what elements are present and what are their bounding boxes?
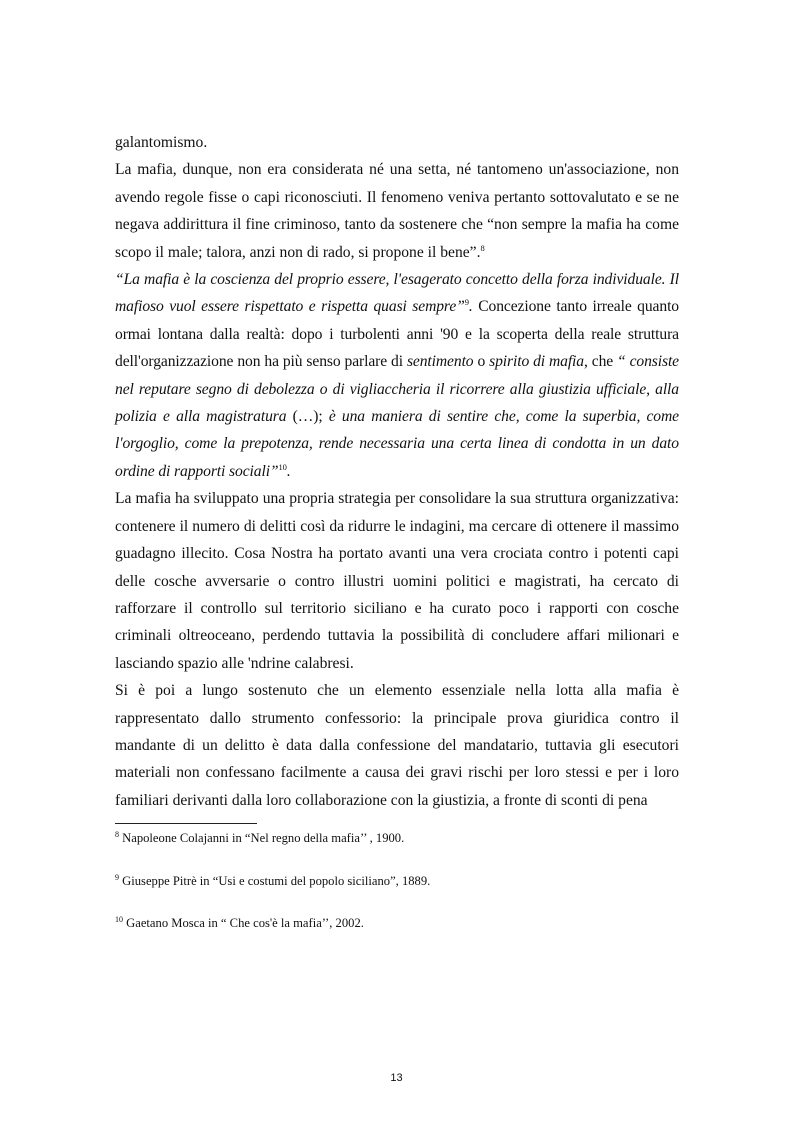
paragraph-text: galantomismo. — [115, 134, 208, 151]
paragraph — [115, 677, 679, 814]
footnote-ref: 10 — [278, 461, 287, 472]
footnote-separator — [115, 823, 257, 824]
paragraph-text: o — [473, 353, 490, 371]
paragraph — [115, 485, 679, 677]
footnote-8 — [115, 830, 404, 846]
footnote-text: Napoleone Colajanni in “Nel regno della mafia’’ , 1900. — [122, 831, 405, 845]
footnote-ref: 9 — [464, 297, 469, 308]
quotation: “La mafia è la coscienza del proprio essere, l'esagerato concetto della forza individuale. Il mafioso vuol essere rispettato e rispetta quasi sempre” — [115, 271, 679, 316]
paragraph-text: , che — [584, 353, 618, 371]
paragraph-text: La mafia, dunque, non era considerata né una setta, né tantomeno un'associazione, non avendo regole fisse o capi riconosciuti. Il fenomeno veniva pertanto sottovalutato e se ne negava addirittura il fine criminoso, tanto da sostenere che “non sempre la mafia ha come scopo il male; talora, anzi non di rado, si propone il bene”. — [115, 161, 679, 261]
paragraph-text: Concezione tanto irreale quanto ormai lontana dalla realtà: dopo i turbolenti anni '90 e la scoperta della reale struttura dell'organizzazione non ha più senso parlare di — [115, 298, 679, 371]
emphasis: spirito di mafia — [489, 353, 584, 371]
paragraph-text: (…); — [286, 408, 329, 426]
footnote-number: 8 — [115, 830, 119, 839]
footnote-ref: 8 — [480, 242, 485, 253]
paragraph — [115, 156, 679, 266]
punctuation: . — [468, 298, 473, 316]
emphasis: sentimento — [406, 353, 474, 371]
footnote-text: Giuseppe Pitrè in “Usi e costumi del popolo siciliano”, 1889. — [122, 874, 431, 888]
footnote-number: 9 — [115, 873, 119, 882]
paragraph — [115, 266, 679, 485]
punctuation: . — [286, 462, 291, 480]
footnote-text: Gaetano Mosca in “ Che cos'è la mafia’’, 2002. — [126, 916, 364, 930]
paragraph-text: La mafia ha sviluppato una propria strategia per consolidare la sua struttura organizzativa: contenere il numero di delitti così da ridurre le indagini, ma cercare di ottenere il massimo guadagno illecito. Cosa Nostra ha portato avanti una vera crociata contro i potenti capi delle cosche avversarie o contro illustri uomini politici e magistrati, ha cercato di rafforzare il controllo sul territorio siciliano e ha curato poco i rapporti con cosche criminali oltreoceano, perdendo tuttavia la possibilità di concludere affari milionari e lasciando spazio alle 'ndrine calabresi. — [115, 490, 679, 672]
footnote-10 — [115, 915, 364, 931]
quotation: “ consiste nel reputare segno di debolezza o di vigliaccheria il ricorrere alla giustizia ufficiale, alla polizia e alla magistratura — [115, 353, 680, 426]
footnote-9 — [115, 873, 430, 889]
paragraph-continuation — [115, 129, 679, 156]
paragraph-text: Si è poi a lungo sostenuto che un elemento essenziale nella lotta alla mafia è rappresentato dallo strumento confessorio: la principale prova giuridica contro il mandante di un delitto è data dalla confessione del mandatario, tuttavia gli esecutori materiali non confessano facilmente a causa dei gravi rischi per loro stessi e per i loro familiari derivanti dalla loro collaborazione con la giustizia, a fronte di sconti di pena — [115, 682, 679, 809]
page-number: 13 — [390, 1072, 403, 1084]
quotation: è una maniera di sentire che, come la superbia, come l'orgoglio, come la prepotenza, rende necessaria una certa linea di condotta in un dato ordine di rapporti sociali” — [115, 408, 679, 480]
footnote-number: 10 — [115, 915, 123, 924]
body-text — [115, 129, 679, 814]
